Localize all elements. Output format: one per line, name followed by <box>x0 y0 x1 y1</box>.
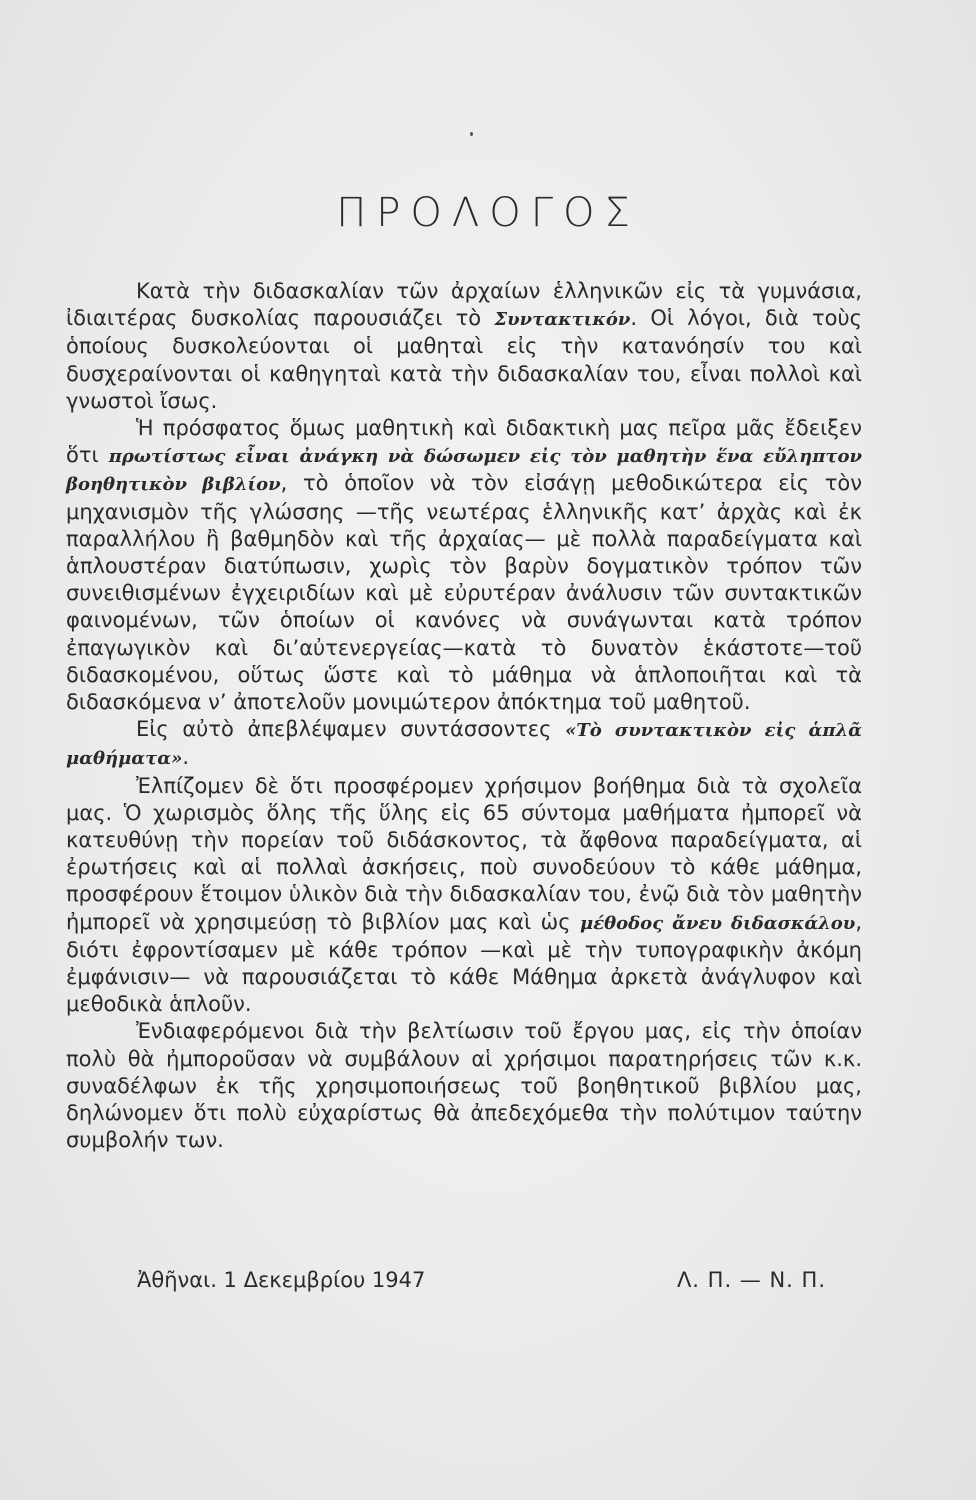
ink-speck <box>470 132 473 136</box>
dateline: Ἀθῆναι. 1 Δεκεμβρίου 1947 <box>137 1268 426 1292</box>
paragraph-1-text-a: Κατὰ τὴν διδασκαλίαν τῶν ἀρχαίων ἑλληνικῶν εἰς τὰ γυμνάσια, ἰδιαιτέρας δυσκολίας παρουσιάζει τὸ <box>66 279 862 331</box>
paragraph-3 <box>66 716 862 772</box>
paragraph-5 <box>66 1018 862 1154</box>
paragraph-1 <box>66 278 862 415</box>
paragraph-2 <box>66 415 862 716</box>
author-initials: Λ. Π. — Ν. Π. <box>676 1268 826 1292</box>
paragraph-2-text-a: Ἡ πρόσφατος ὅμως μαθητικὴ καὶ διδακτικὴ μας πεῖρα μᾶς ἔδειξεν ὅτι <box>66 416 862 468</box>
paragraph-4-text-a: Ἐλπίζομεν δὲ ὅτι προσφέρομεν χρήσιμον βοήθημα διὰ τὰ σχολεῖα μας. Ὁ χωρισμὸς ὅλης τῆς ὕλης εἰς 65 σύντομα μαθήματα ἠμπορεῖ νὰ κατευθύνῃ τὴν πορείαν τοῦ διδάσκοντος, τὰ ἄφθονα παραδείγματα, αἱ ἐρωτήσεις καὶ αἱ πολλαὶ ἀσκήσεις, ποὺ συνοδεύουν τὸ κάθε μάθημα, προσφέρουν ἕτοιμον ὑλικὸν διὰ τὴν διδασκαλίαν του, ἐνῷ διὰ τὸν μαθητὴν ἠμπορεῖ νὰ χρησιμεύσῃ τὸ βιβλίον μας καὶ ὡς <box>66 773 862 934</box>
paragraph-3-emphasis: «Τὸ συντακτικὸν εἰς ἁπλᾶ μαθήματα» <box>66 720 862 770</box>
paragraph-5-text: Ἐνδιαφερόμενοι διὰ τὴν βελτίωσιν τοῦ ἔργου μας, εἰς τὴν ὁποίαν πολὺ θὰ ἠμποροῦσαν νὰ συμβάλουν αἱ χρήσιμοι παρατηρήσεις τῶν κ.κ. συναδέλφων ἐκ τῆς χρησιμοποιήσεως τοῦ βοηθητικοῦ βιβλίου μας, δηλώνομεν ὅτι πολὺ εὐχαρίστως θὰ ἀπεδεχόμεθα τὴν πολύτιμον ταύτην συμβολήν των. <box>66 1019 862 1153</box>
paragraph-3-text-b: . <box>182 745 190 770</box>
paragraph-3-text-a: Εἰς αὐτὸ ἀπεβλέψαμεν συντάσσοντες <box>136 717 566 742</box>
preface-body <box>66 278 862 1155</box>
paragraph-2-emphasis: πρωτίστως εἶναι ἀνάγκη νὰ δώσωμεν εἰς τὸν μαθητὴν ἕνα εὔληπτον βοηθητικὸν βιβλίον <box>66 446 863 496</box>
paragraph-4 <box>66 773 862 1019</box>
paragraph-1-emphasis: Συντακτικόν <box>494 309 631 331</box>
paragraph-2-text-b: , τὸ ὁποῖον νὰ τὸν εἰσάγῃ μεθοδικώτερα εἰς τὸν μηχανισμὸν τῆς γλώσσης —τῆς νεωτέρας ἑλληνικῆς κατ’ ἀρχὰς καὶ ἐκ παραλλήλου ἢ βαθμηδὸν καὶ τῆς ἀρχαίας— μὲ πολλὰ παραδείγματα καὶ ἁπλουστέραν διατύπωσιν, χωρὶς τὸν βαρὺν δογματικὸν τρόπον τῶν συνειθισμένων ἐγχειριδίων καὶ μὲ εὐρυτέραν ἀνάλυσιν τῶν συντακτικῶν φαινομένων, τῶν ὁποίων οἱ κανόνες νὰ συνάγωνται κατὰ τρόπον ἐπαγωγικὸν καὶ δι’αὐτενεργείας—κατὰ τὸ δυνατὸν ἑκάστοτε—τοῦ διδασκομένου, οὕτως ὥστε καὶ τὸ μάθημα νὰ ἁπλοποιῆται καὶ τὰ διδασκόμενα ν’ ἀποτελοῦν μονιμώτερον ἀπόκτημα τοῦ μαθητοῦ. <box>66 471 862 715</box>
paragraph-4-text-b: , διότι ἐφροντίσαμεν μὲ κάθε τρόπον —καὶ μὲ τὴν τυπογραφικὴν ἀκόμη ἐμφάνισιν— νὰ παρουσιάζεται τὸ κάθε Μάθημα ἀρκετὰ ἀνάγλυφον καὶ μεθοδικὰ ἁπλοῦν. <box>66 909 862 1017</box>
page-title: ΠΡΟΛΟΓΟΣ <box>336 190 640 236</box>
paragraph-4-emphasis: μέθοδος ἄνευ διδασκάλου <box>580 912 856 934</box>
paragraph-1-text-b: . Οἱ λόγοι, διὰ τοὺς ὁποίους δυσκολεύονται οἱ μαθηταὶ εἰς τὴν κατανόησίν του καὶ δυσχεραίνονται οἱ καθηγηταὶ κατὰ τὴν διδασκαλίαν του, εἶναι πολλοὶ καὶ γνωστοὶ ἴσως. <box>66 306 862 413</box>
